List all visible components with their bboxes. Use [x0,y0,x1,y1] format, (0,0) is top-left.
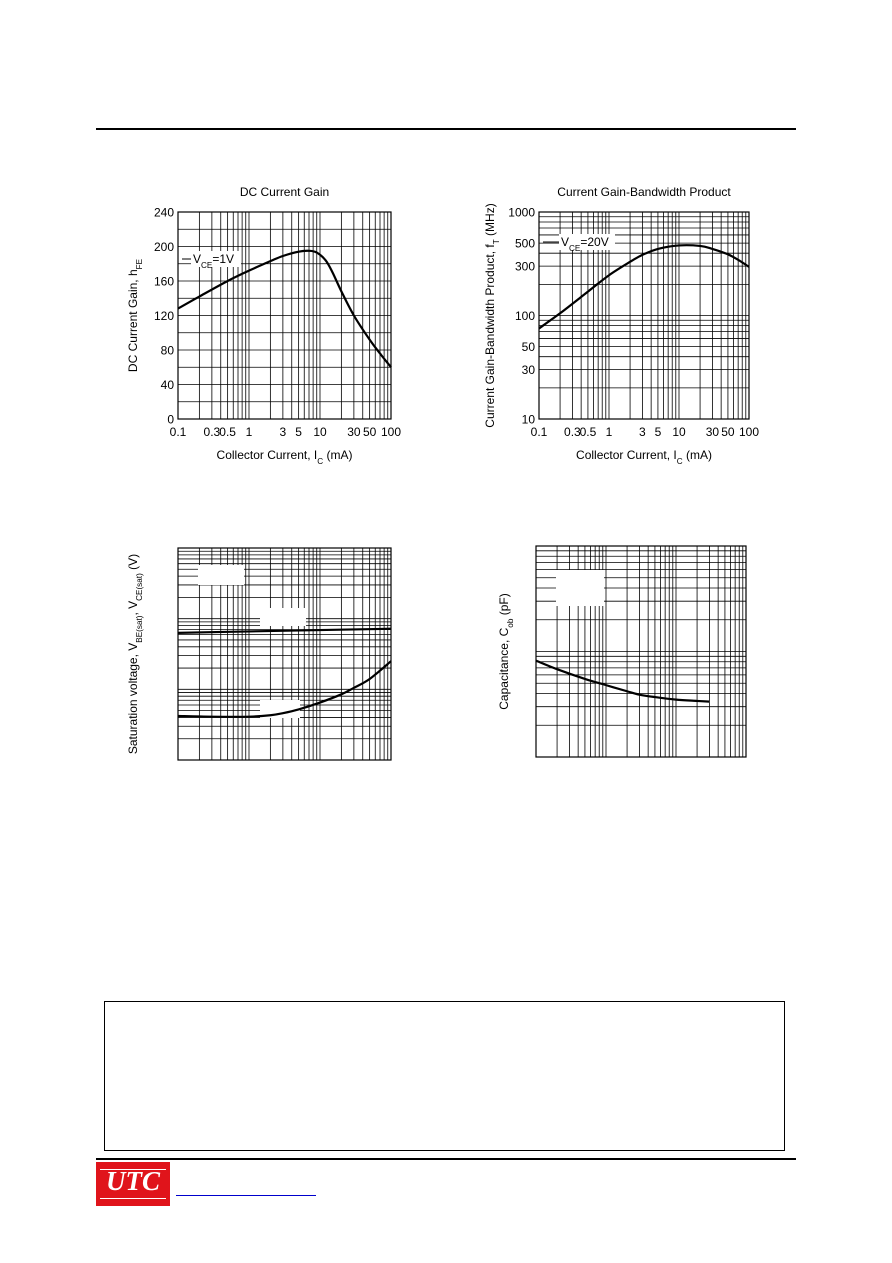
x-tick-label: 100 [380,425,402,439]
x-tick-label: 5 [654,425,662,439]
x-tick-label: 50 [362,425,377,439]
utc-logo [96,1162,170,1206]
gain-bandwidth-chart [478,180,778,470]
x-tick-label: 3 [279,425,287,439]
x-tick-label: 30 [705,425,720,439]
x-tick-label: 0.1 [530,425,548,439]
series-annotation: $V_{CE}=1V$ [193,252,235,270]
y-axis-label: Current Gain-Bandwidth Product, $f_T$ (MHz) [483,203,501,428]
gain-bandwidth-svg [478,180,778,470]
series-line-0 [539,245,749,328]
y-axis-label: DC Current Gain, $h_{FE}$ [126,258,144,373]
x-tick-label: 0.5 [579,425,597,439]
notice-box [104,1001,785,1151]
label-box [260,608,306,626]
x-tick-label: 1 [245,425,253,439]
y-tick-label: 80 [160,343,174,358]
header-rule [96,128,796,130]
y-tick-label: 100 [514,309,535,323]
y-axis-label: Capacitance, $C_{ob}$ (pF) [497,593,515,710]
x-tick-label: 5 [295,425,302,439]
y-tick-label: 1000 [508,205,535,220]
y-tick-label: 160 [153,274,174,289]
y-tick-label: 30 [521,363,535,378]
y-tick-label: 10 [521,412,535,427]
chart-title: DC Current Gain [239,185,330,199]
logo-text: UTC [106,1166,160,1196]
series-line-0 [536,661,709,702]
x-tick-label: 100 [738,425,760,439]
saturation-voltage-chart [120,540,420,780]
x-axis-label: Collector Current, $I_C$ (mA) [576,448,712,466]
y-tick-label: 240 [153,205,174,220]
label-box [198,565,244,585]
y-tick-label: 50 [521,340,535,355]
y-tick-label: 120 [153,309,174,323]
footer-rule [96,1158,796,1160]
chart-title: Current Gain-Bandwidth Product [557,185,731,199]
y-axis-label: Saturation voltage, $V_{BE(sat)}$, $V_{CE(sat)}$ (V) [126,553,144,755]
x-tick-label: 1 [605,425,613,439]
website-link-underline[interactable] [176,1195,316,1196]
x-tick-label: 3 [639,425,646,439]
dc-current-gain-chart [120,180,420,470]
y-tick-label: 40 [160,378,174,392]
x-tick-label: 10 [313,425,327,439]
x-tick-label: 0.3 [203,425,221,439]
x-axis-label: Collector Current, $I_C$ (mA) [216,448,353,466]
label-box [556,570,604,606]
output-capacitance-svg [478,540,778,780]
y-tick-label: 0 [167,412,174,427]
dc-current-gain-svg [120,180,420,470]
y-gridlines [178,212,391,419]
x-tick-label: 50 [721,425,735,439]
series-annotation: $V_{CE}=20V$ [561,235,609,253]
saturation-voltage-svg [120,540,420,780]
y-tick-label: 500 [514,236,535,251]
y-tick-label: 200 [153,240,174,254]
logo-line-bottom [100,1198,166,1199]
x-tick-label: 30 [347,425,361,439]
x-tick-label: 0.5 [219,425,236,439]
output-capacitance-chart [478,540,778,780]
y-tick-label: 300 [514,259,535,274]
x-tick-label: 10 [672,425,686,439]
x-tick-label: 0.1 [169,425,187,439]
x-tick-label: 0.3 [564,425,581,439]
